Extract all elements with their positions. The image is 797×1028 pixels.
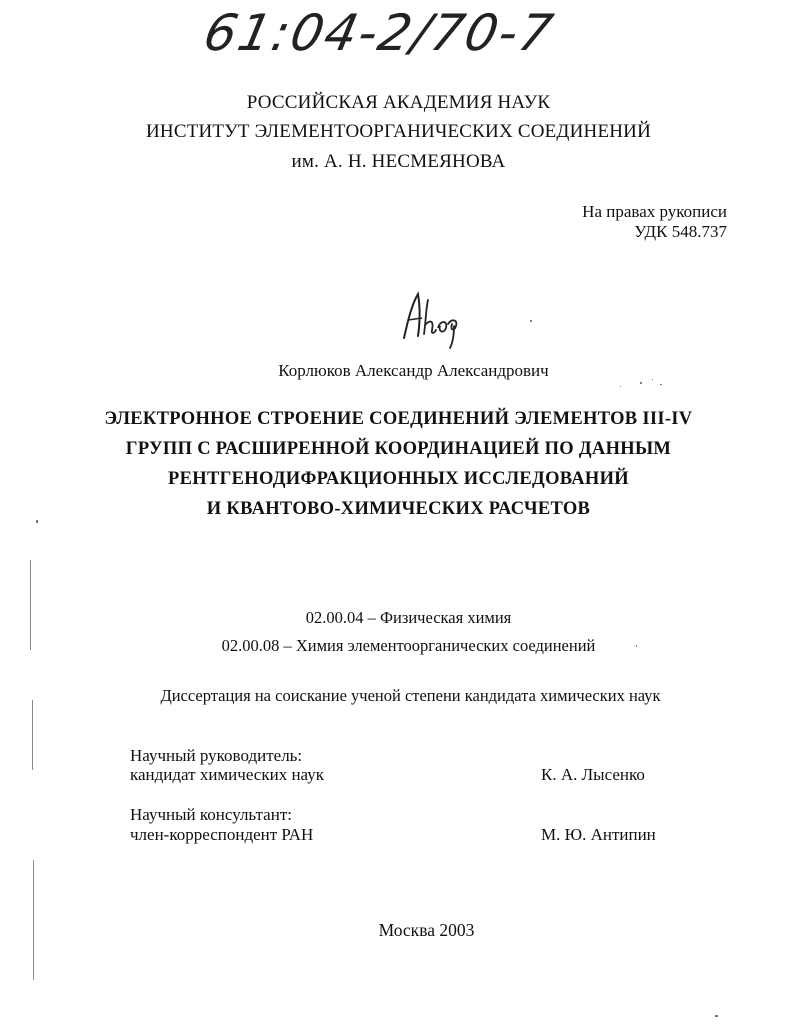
scan-speck (652, 379, 653, 380)
supervisor-name: К. А. Лысенко (541, 765, 645, 784)
thesis-title-line-1: ЭЛЕКТРОННОЕ СТРОЕНИЕ СОЕДИНЕНИЙ ЭЛЕМЕНТОВ III-IV (104, 409, 693, 429)
udc-code: УДК 548.737 (634, 222, 727, 241)
accession-number: 61:04-2/70-7 (198, 4, 560, 62)
scan-speck (640, 382, 642, 384)
consultant-name: М. Ю. Антипин (541, 825, 656, 844)
thesis-title-line-3: РЕНТГЕНОДИФРАКЦИОННЫХ ИССЛЕДОВАНИЙ (168, 469, 629, 489)
degree-statement: Диссертация на соискание ученой степени кандидата химических наук (160, 686, 661, 705)
supervisor-title: кандидат химических наук (130, 765, 324, 784)
place-and-year: Москва 2003 (378, 920, 475, 940)
consultant-role: Научный консультант: (130, 805, 292, 824)
consultant-title: член-корреспондент РАН (130, 825, 314, 844)
scan-edge-mark (32, 700, 33, 770)
org-institute: ИНСТИТУТ ЭЛЕМЕНТООРГАНИЧЕСКИХ СОЕДИНЕНИЙ (145, 121, 652, 142)
scan-speck (36, 520, 38, 523)
author-name: Корлюков Александр Александрович (278, 361, 549, 380)
scan-speck (660, 384, 662, 385)
scan-edge-mark (33, 860, 34, 980)
scan-speck (530, 320, 532, 322)
author-signature (398, 290, 468, 350)
scan-speck (636, 645, 637, 647)
scan-speck (620, 386, 621, 387)
thesis-title-line-4: И КВАНТОВО-ХИМИЧЕСКИХ РАСЧЕТОВ (206, 499, 591, 519)
org-academy: РОССИЙСКАЯ АКАДЕМИЯ НАУК (246, 92, 551, 113)
scan-edge-mark (30, 560, 31, 650)
supervisor-role: Научный руководитель: (130, 746, 303, 765)
specialty-organoelement-chemistry: 02.00.08 – Химия элементоорганических соединений (221, 636, 596, 655)
specialty-physical-chemistry: 02.00.04 – Физическая химия (305, 608, 512, 627)
thesis-title-line-2: ГРУПП С РАСШИРЕННОЙ КООРДИНАЦИЕЙ ПО ДАННЫМ (125, 439, 672, 459)
manuscript-rights: На правах рукописи (582, 202, 727, 221)
scan-speck (715, 1015, 718, 1017)
org-named-after: им. А. Н. НЕСМЕЯНОВА (291, 151, 506, 172)
